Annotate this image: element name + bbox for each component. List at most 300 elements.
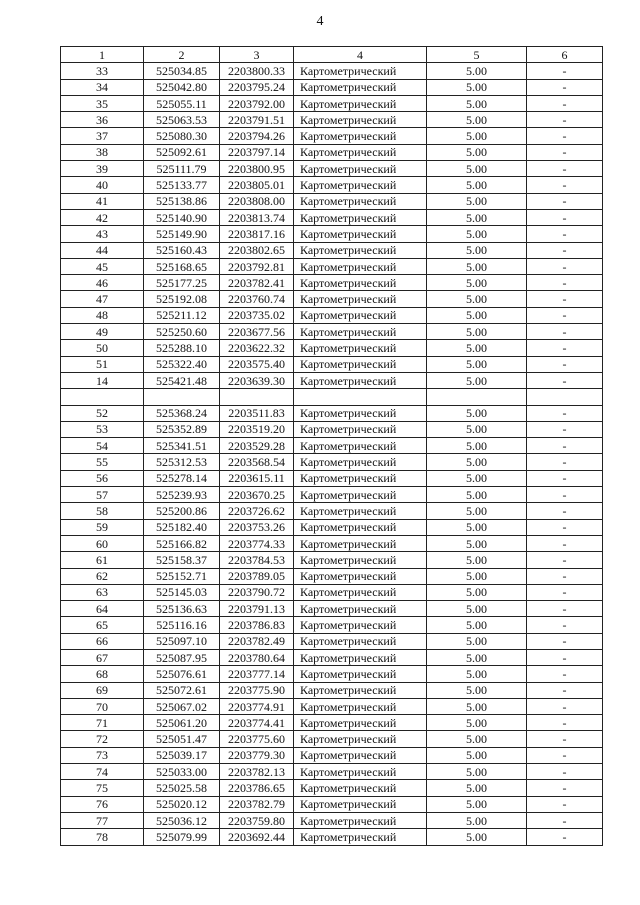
x-coordinate-cell: 525149.90 (144, 226, 220, 242)
table-row (61, 649, 603, 665)
note-cell: - (527, 421, 603, 437)
method-cell: Картометрический (294, 242, 427, 258)
x-coordinate-cell: 525020.12 (144, 796, 220, 812)
note-cell: - (527, 324, 603, 340)
y-coordinate-cell: 2203817.16 (220, 226, 294, 242)
accuracy-cell: 5.00 (427, 584, 527, 600)
y-coordinate-cell: 2203791.13 (220, 601, 294, 617)
point-number-cell: 62 (61, 568, 144, 584)
table-row (61, 307, 603, 323)
x-coordinate-cell: 525152.71 (144, 568, 220, 584)
point-number-cell: 38 (61, 144, 144, 160)
method-cell: Картометрический (294, 307, 427, 323)
table-row (61, 95, 603, 111)
x-coordinate-cell: 525140.90 (144, 209, 220, 225)
y-coordinate-cell: 2203622.32 (220, 340, 294, 356)
table-row (61, 372, 603, 388)
accuracy-cell: 5.00 (427, 487, 527, 503)
method-cell: Картометрический (294, 747, 427, 763)
table-row (61, 438, 603, 454)
accuracy-cell: 5.00 (427, 601, 527, 617)
method-cell: Картометрический (294, 275, 427, 291)
x-coordinate-cell: 525076.61 (144, 666, 220, 682)
x-coordinate-cell: 525092.61 (144, 144, 220, 160)
note-cell: - (527, 307, 603, 323)
table-row (61, 796, 603, 812)
accuracy-cell: 5.00 (427, 340, 527, 356)
x-coordinate-cell: 525097.10 (144, 633, 220, 649)
accuracy-cell: 5.00 (427, 193, 527, 209)
accuracy-cell: 5.00 (427, 633, 527, 649)
y-coordinate-cell: 2203808.00 (220, 193, 294, 209)
table-row (61, 291, 603, 307)
y-coordinate-cell: 2203568.54 (220, 454, 294, 470)
accuracy-cell: 5.00 (427, 454, 527, 470)
header-cell-4: 4 (294, 47, 427, 63)
note-cell: - (527, 438, 603, 454)
method-cell: Картометрический (294, 226, 427, 242)
y-coordinate-cell: 2203802.65 (220, 242, 294, 258)
y-coordinate-cell: 2203615.11 (220, 470, 294, 486)
y-coordinate-cell: 2203794.26 (220, 128, 294, 144)
method-cell: Картометрический (294, 617, 427, 633)
accuracy-cell: 5.00 (427, 63, 527, 79)
y-coordinate-cell: 2203775.90 (220, 682, 294, 698)
x-coordinate-cell: 525111.79 (144, 161, 220, 177)
point-number-cell: 39 (61, 161, 144, 177)
x-coordinate-cell: 525182.40 (144, 519, 220, 535)
y-coordinate-cell: 2203779.30 (220, 747, 294, 763)
y-coordinate-cell: 2203735.02 (220, 307, 294, 323)
x-coordinate-cell (144, 389, 220, 405)
point-number-cell: 37 (61, 128, 144, 144)
y-coordinate-cell: 2203784.53 (220, 552, 294, 568)
method-cell: Картометрический (294, 503, 427, 519)
accuracy-cell: 5.00 (427, 242, 527, 258)
x-coordinate-cell: 525160.43 (144, 242, 220, 258)
note-cell: - (527, 454, 603, 470)
method-cell: Картометрический (294, 438, 427, 454)
method-cell: Картометрический (294, 291, 427, 307)
method-cell: Картометрический (294, 324, 427, 340)
note-cell: - (527, 698, 603, 714)
note-cell: - (527, 258, 603, 274)
table-row (61, 535, 603, 551)
table-row (61, 144, 603, 160)
accuracy-cell: 5.00 (427, 470, 527, 486)
note-cell: - (527, 747, 603, 763)
x-coordinate-cell: 525278.14 (144, 470, 220, 486)
x-coordinate-cell: 525061.20 (144, 715, 220, 731)
point-number-cell: 77 (61, 812, 144, 828)
method-cell: Картометрический (294, 487, 427, 503)
accuracy-cell: 5.00 (427, 796, 527, 812)
point-number-cell: 73 (61, 747, 144, 763)
point-number-cell: 71 (61, 715, 144, 731)
point-number-cell: 69 (61, 682, 144, 698)
table-row (61, 193, 603, 209)
x-coordinate-cell: 525116.16 (144, 617, 220, 633)
point-number-cell: 40 (61, 177, 144, 193)
accuracy-cell: 5.00 (427, 144, 527, 160)
accuracy-cell: 5.00 (427, 226, 527, 242)
note-cell: - (527, 63, 603, 79)
point-number-cell: 67 (61, 649, 144, 665)
accuracy-cell: 5.00 (427, 421, 527, 437)
y-coordinate-cell: 2203792.00 (220, 95, 294, 111)
y-coordinate-cell: 2203791.51 (220, 112, 294, 128)
accuracy-cell: 5.00 (427, 829, 527, 845)
x-coordinate-cell: 525312.53 (144, 454, 220, 470)
point-number-cell: 72 (61, 731, 144, 747)
y-coordinate-cell: 2203805.01 (220, 177, 294, 193)
point-number-cell: 51 (61, 356, 144, 372)
point-number-cell: 60 (61, 535, 144, 551)
y-coordinate-cell: 2203511.83 (220, 405, 294, 421)
note-cell: - (527, 552, 603, 568)
table-row (61, 421, 603, 437)
y-coordinate-cell: 2203792.81 (220, 258, 294, 274)
note-cell: - (527, 715, 603, 731)
table-row (61, 503, 603, 519)
method-cell: Картометрический (294, 682, 427, 698)
table-row (61, 112, 603, 128)
table-row (61, 617, 603, 633)
note-cell: - (527, 226, 603, 242)
table-header-row (61, 47, 603, 63)
accuracy-cell: 5.00 (427, 324, 527, 340)
y-coordinate-cell: 2203786.65 (220, 780, 294, 796)
x-coordinate-cell: 525166.82 (144, 535, 220, 551)
note-cell: - (527, 812, 603, 828)
table-row (61, 487, 603, 503)
note-cell: - (527, 584, 603, 600)
y-coordinate-cell: 2203800.95 (220, 161, 294, 177)
y-coordinate-cell: 2203789.05 (220, 568, 294, 584)
y-coordinate-cell: 2203774.33 (220, 535, 294, 551)
x-coordinate-cell: 525168.65 (144, 258, 220, 274)
method-cell: Картометрический (294, 796, 427, 812)
table-row (61, 747, 603, 763)
table-row (61, 128, 603, 144)
point-number-cell: 59 (61, 519, 144, 535)
x-coordinate-cell: 525087.95 (144, 649, 220, 665)
x-coordinate-cell: 525421.48 (144, 372, 220, 388)
note-cell: - (527, 193, 603, 209)
coordinates-table (60, 46, 603, 846)
accuracy-cell: 5.00 (427, 161, 527, 177)
y-coordinate-cell: 2203782.13 (220, 764, 294, 780)
method-cell: Картометрический (294, 112, 427, 128)
table-row (61, 780, 603, 796)
table-row (61, 177, 603, 193)
x-coordinate-cell: 525042.80 (144, 79, 220, 95)
point-number-cell: 43 (61, 226, 144, 242)
method-cell: Картометрический (294, 780, 427, 796)
method-cell: Картометрический (294, 63, 427, 79)
page-number: 4 (316, 14, 324, 29)
x-coordinate-cell: 525133.77 (144, 177, 220, 193)
method-cell: Картометрический (294, 552, 427, 568)
y-coordinate-cell: 2203795.24 (220, 79, 294, 95)
x-coordinate-cell: 525034.85 (144, 63, 220, 79)
note-cell: - (527, 796, 603, 812)
point-number-cell: 44 (61, 242, 144, 258)
table-row (61, 568, 603, 584)
table-row (61, 389, 603, 405)
accuracy-cell: 5.00 (427, 291, 527, 307)
table-row (61, 812, 603, 828)
point-number-cell: 78 (61, 829, 144, 845)
table-row (61, 161, 603, 177)
table-row (61, 454, 603, 470)
accuracy-cell: 5.00 (427, 356, 527, 372)
x-coordinate-cell: 525051.47 (144, 731, 220, 747)
y-coordinate-cell: 2203774.91 (220, 698, 294, 714)
x-coordinate-cell: 525079.99 (144, 829, 220, 845)
method-cell: Картометрический (294, 764, 427, 780)
y-coordinate-cell: 2203692.44 (220, 829, 294, 845)
note-cell: - (527, 829, 603, 845)
x-coordinate-cell: 525033.00 (144, 764, 220, 780)
y-coordinate-cell: 2203677.56 (220, 324, 294, 340)
y-coordinate-cell: 2203782.49 (220, 633, 294, 649)
method-cell: Картометрический (294, 128, 427, 144)
point-number-cell: 46 (61, 275, 144, 291)
table-row (61, 715, 603, 731)
accuracy-cell: 5.00 (427, 552, 527, 568)
point-number-cell: 64 (61, 601, 144, 617)
x-coordinate-cell: 525211.12 (144, 307, 220, 323)
table-row (61, 242, 603, 258)
table-row (61, 731, 603, 747)
method-cell: Картометрический (294, 829, 427, 845)
y-coordinate-cell: 2203726.62 (220, 503, 294, 519)
note-cell: - (527, 79, 603, 95)
x-coordinate-cell: 525200.86 (144, 503, 220, 519)
x-coordinate-cell: 525368.24 (144, 405, 220, 421)
point-number-cell: 34 (61, 79, 144, 95)
x-coordinate-cell: 525145.03 (144, 584, 220, 600)
table-body (61, 63, 603, 845)
note-cell: - (527, 682, 603, 698)
point-number-cell: 66 (61, 633, 144, 649)
header-cell-1: 1 (61, 47, 144, 63)
note-cell: - (527, 519, 603, 535)
note-cell (527, 389, 603, 405)
point-number-cell: 58 (61, 503, 144, 519)
accuracy-cell: 5.00 (427, 405, 527, 421)
point-number-cell: 41 (61, 193, 144, 209)
y-coordinate-cell (220, 389, 294, 405)
y-coordinate-cell: 2203759.80 (220, 812, 294, 828)
x-coordinate-cell: 525025.58 (144, 780, 220, 796)
x-coordinate-cell: 525036.12 (144, 812, 220, 828)
method-cell: Картометрический (294, 698, 427, 714)
accuracy-cell: 5.00 (427, 258, 527, 274)
method-cell: Картометрический (294, 601, 427, 617)
method-cell: Картометрический (294, 519, 427, 535)
accuracy-cell (427, 389, 527, 405)
note-cell: - (527, 405, 603, 421)
method-cell: Картометрический (294, 95, 427, 111)
point-number-cell: 50 (61, 340, 144, 356)
accuracy-cell: 5.00 (427, 128, 527, 144)
x-coordinate-cell: 525192.08 (144, 291, 220, 307)
accuracy-cell: 5.00 (427, 307, 527, 323)
point-number-cell: 68 (61, 666, 144, 682)
note-cell: - (527, 242, 603, 258)
note-cell: - (527, 633, 603, 649)
note-cell: - (527, 275, 603, 291)
y-coordinate-cell: 2203575.40 (220, 356, 294, 372)
x-coordinate-cell: 525239.93 (144, 487, 220, 503)
table-row (61, 552, 603, 568)
accuracy-cell: 5.00 (427, 747, 527, 763)
method-cell: Картометрический (294, 568, 427, 584)
method-cell: Картометрический (294, 356, 427, 372)
accuracy-cell: 5.00 (427, 780, 527, 796)
x-coordinate-cell: 525039.17 (144, 747, 220, 763)
note-cell: - (527, 209, 603, 225)
y-coordinate-cell: 2203774.41 (220, 715, 294, 731)
note-cell: - (527, 568, 603, 584)
x-coordinate-cell: 525158.37 (144, 552, 220, 568)
method-cell: Картометрический (294, 193, 427, 209)
y-coordinate-cell: 2203760.74 (220, 291, 294, 307)
method-cell: Картометрический (294, 812, 427, 828)
table-row (61, 764, 603, 780)
accuracy-cell: 5.00 (427, 372, 527, 388)
x-coordinate-cell: 525138.86 (144, 193, 220, 209)
x-coordinate-cell: 525352.89 (144, 421, 220, 437)
point-number-cell (61, 389, 144, 405)
point-number-cell: 63 (61, 584, 144, 600)
method-cell: Картометрический (294, 470, 427, 486)
x-coordinate-cell: 525055.11 (144, 95, 220, 111)
accuracy-cell: 5.00 (427, 95, 527, 111)
table-row (61, 63, 603, 79)
table-row (61, 584, 603, 600)
x-coordinate-cell: 525063.53 (144, 112, 220, 128)
note-cell: - (527, 95, 603, 111)
note-cell: - (527, 617, 603, 633)
point-number-cell: 45 (61, 258, 144, 274)
table-row (61, 519, 603, 535)
note-cell: - (527, 731, 603, 747)
note-cell: - (527, 487, 603, 503)
accuracy-cell: 5.00 (427, 275, 527, 291)
method-cell: Картометрический (294, 633, 427, 649)
note-cell: - (527, 666, 603, 682)
accuracy-cell: 5.00 (427, 503, 527, 519)
accuracy-cell: 5.00 (427, 731, 527, 747)
method-cell: Картометрический (294, 666, 427, 682)
accuracy-cell: 5.00 (427, 682, 527, 698)
x-coordinate-cell: 525177.25 (144, 275, 220, 291)
note-cell: - (527, 291, 603, 307)
note-cell: - (527, 764, 603, 780)
y-coordinate-cell: 2203782.41 (220, 275, 294, 291)
table-row (61, 324, 603, 340)
y-coordinate-cell: 2203777.14 (220, 666, 294, 682)
table-row (61, 340, 603, 356)
point-number-cell: 33 (61, 63, 144, 79)
accuracy-cell: 5.00 (427, 177, 527, 193)
table-row (61, 79, 603, 95)
y-coordinate-cell: 2203797.14 (220, 144, 294, 160)
y-coordinate-cell: 2203775.60 (220, 731, 294, 747)
x-coordinate-cell: 525072.61 (144, 682, 220, 698)
point-number-cell: 53 (61, 421, 144, 437)
header-cell-2: 2 (144, 47, 220, 63)
table-row (61, 829, 603, 845)
method-cell: Картометрический (294, 209, 427, 225)
table-row (61, 275, 603, 291)
table-row (61, 470, 603, 486)
note-cell: - (527, 340, 603, 356)
point-number-cell: 48 (61, 307, 144, 323)
x-coordinate-cell: 525136.63 (144, 601, 220, 617)
x-coordinate-cell: 525080.30 (144, 128, 220, 144)
accuracy-cell: 5.00 (427, 519, 527, 535)
point-number-cell: 61 (61, 552, 144, 568)
point-number-cell: 36 (61, 112, 144, 128)
note-cell: - (527, 649, 603, 665)
note-cell: - (527, 144, 603, 160)
header-cell-3: 3 (220, 47, 294, 63)
accuracy-cell: 5.00 (427, 617, 527, 633)
point-number-cell: 70 (61, 698, 144, 714)
point-number-cell: 76 (61, 796, 144, 812)
accuracy-cell: 5.00 (427, 535, 527, 551)
method-cell: Картометрический (294, 161, 427, 177)
accuracy-cell: 5.00 (427, 698, 527, 714)
y-coordinate-cell: 2203639.30 (220, 372, 294, 388)
accuracy-cell: 5.00 (427, 812, 527, 828)
note-cell: - (527, 112, 603, 128)
point-number-cell: 47 (61, 291, 144, 307)
x-coordinate-cell: 525250.60 (144, 324, 220, 340)
table-row (61, 698, 603, 714)
x-coordinate-cell: 525288.10 (144, 340, 220, 356)
note-cell: - (527, 356, 603, 372)
note-cell: - (527, 503, 603, 519)
table-row (61, 682, 603, 698)
table-row (61, 356, 603, 372)
point-number-cell: 74 (61, 764, 144, 780)
method-cell: Картометрический (294, 715, 427, 731)
note-cell: - (527, 601, 603, 617)
point-number-cell: 57 (61, 487, 144, 503)
point-number-cell: 14 (61, 372, 144, 388)
note-cell: - (527, 161, 603, 177)
x-coordinate-cell: 525322.40 (144, 356, 220, 372)
accuracy-cell: 5.00 (427, 438, 527, 454)
method-cell: Картометрический (294, 405, 427, 421)
method-cell: Картометрический (294, 731, 427, 747)
method-cell (294, 389, 427, 405)
y-coordinate-cell: 2203753.26 (220, 519, 294, 535)
accuracy-cell: 5.00 (427, 715, 527, 731)
table-row (61, 666, 603, 682)
header-cell-5: 5 (427, 47, 527, 63)
point-number-cell: 49 (61, 324, 144, 340)
x-coordinate-cell: 525067.02 (144, 698, 220, 714)
method-cell: Картометрический (294, 258, 427, 274)
method-cell: Картометрический (294, 421, 427, 437)
method-cell: Картометрический (294, 454, 427, 470)
